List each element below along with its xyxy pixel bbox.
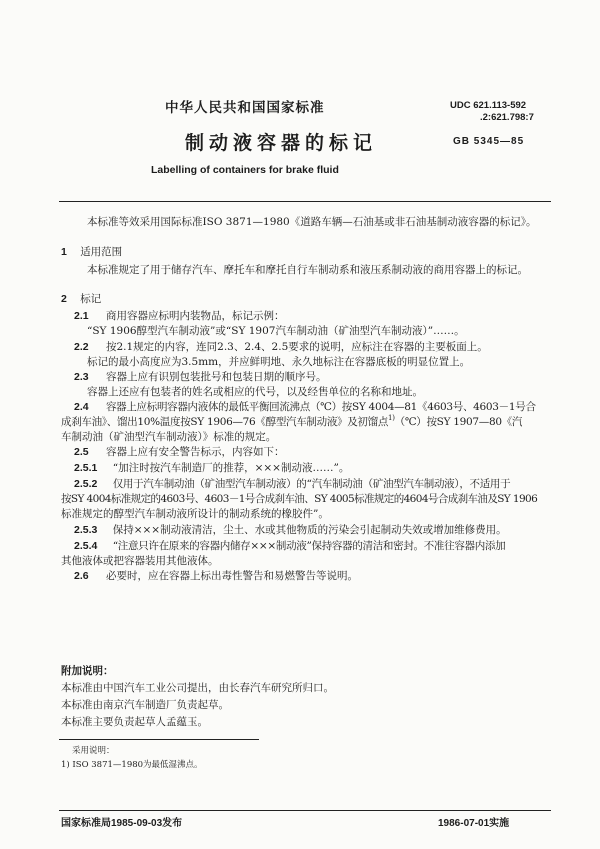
clause-2-1: [74, 309, 284, 323]
clause-2-3-text-2: 容器上还应有包装者的姓名或相应的代号，以及经售单位的名称和地址。: [87, 386, 423, 398]
clause-2-2-number: 2.2: [74, 341, 89, 353]
document-title: 制动液容器的标记: [185, 132, 378, 154]
clause-2-5-1: [74, 461, 349, 475]
document-title-english: Labelling of containers for brake fluid: [151, 164, 339, 176]
clause-2-4-line-2a: 成刹车油》、馏出10%温度按SY 1906—76《醇型汽车制动液》及初馏点: [61, 416, 389, 428]
clause-2-6: [74, 569, 358, 583]
clause-2-5-1-number: 2.5.1: [74, 462, 98, 474]
clause-2-5-1-text: “加注时按汽车制造厂的推荐，×××制动液……”。: [112, 462, 350, 474]
section-2-title: 标记: [80, 293, 102, 305]
clause-2-5-2: [74, 477, 510, 491]
clause-2-1-number: 2.1: [74, 310, 89, 322]
header-divider: [59, 201, 551, 202]
clause-2-3: [74, 370, 326, 384]
clause-2-3-number: 2.3: [74, 371, 89, 383]
clause-2-1-example: “SY 1906醇型汽车制动液”或“SY 1907汽车制动油（矿油型汽车制动液）”……。: [87, 325, 465, 337]
clause-2-2-text: 按2.1规定的内容，连同2.3、2.4、2.5要求的说明，应标注在容器的主要板面上。: [105, 341, 488, 353]
clause-2-4-line-3: 车制动油（矿油型汽车制动液）》标准的规定。: [61, 431, 277, 443]
clause-2-5-3: [74, 523, 507, 537]
clause-2-5-number: 2.5: [74, 446, 89, 458]
udc-line-1: UDC 621.113-592: [450, 100, 527, 111]
clause-2-2: [74, 340, 488, 354]
intro-paragraph: 本标准等效采用国际标准ISO 3871—1980《道路车辆—石油基或非石油基制动液容器的标记》。: [87, 216, 537, 228]
effective-date: 1986-07-01实施: [438, 818, 510, 829]
gb-number: GB 5345—85: [453, 136, 525, 147]
udc-line-2: .2:621.798:7: [480, 112, 534, 123]
section-2-heading: [61, 292, 101, 306]
section-1-heading: [61, 245, 122, 259]
section-1-number: 1: [61, 246, 67, 258]
clause-2-5-2-line-1: 仅用于汽车制动油（矿油型汽车制动液）的“汽车制动油（矿油型汽车制动液），不适用于: [112, 478, 511, 490]
clause-2-4-line-2b: （℃）按SY 1907—80《汽: [394, 416, 523, 428]
udc-code: [450, 100, 534, 124]
clause-2-5-4: [74, 539, 505, 553]
section-1-text: 本标准规定了用于储存汽车、摩托车和摩托自行车制动系和液压系制动液的商用容器上的标记。: [87, 264, 528, 276]
clause-2-4-line-1: 容器上应标明容器内液体的最低平衡回流沸点（℃）按SY 4004—81《4603号、4603－1号合: [105, 401, 536, 413]
notes-line-1: 本标准由中国汽车工业公司提出，由长春汽车研究所归口。: [61, 682, 334, 694]
notes-line-2: 本标准由南京汽车制造厂负责起草。: [61, 699, 229, 711]
notes-title: 附加说明：: [61, 665, 114, 677]
clause-2-5-4-line-2: 其他液体或把容器装用其他液体。: [61, 555, 219, 567]
footnote-title: 采用说明：: [72, 746, 115, 756]
clause-2-6-number: 2.6: [74, 570, 89, 582]
notes-line-3: 本标准主要负责起草人孟蕴玉。: [61, 716, 208, 728]
clause-2-5-3-text: 保持×××制动液清洁，尘土、水或其他物质的污染会引起制动失效或增加维修费用。: [112, 524, 507, 536]
clause-2-4-number: 2.4: [74, 401, 89, 413]
clause-2-3-text: 容器上应有识别包装批号和包装日期的顺序号。: [105, 371, 327, 383]
clause-2-1-text: 商用容器应标明内装物品，标记示例：: [105, 310, 285, 322]
clause-2-6-text: 必要时，应在容器上标出毒性警告和易燃警告等说明。: [105, 570, 358, 582]
clause-2-5-2-line-3: 标准规定的醇型汽车制动液所设计的制动系统的橡胶件”。: [61, 508, 329, 520]
footnote-divider: [59, 739, 259, 740]
clause-2-4-line-2: [61, 415, 522, 430]
section-2-number: 2: [61, 293, 67, 305]
section-1-title: 适用范围: [80, 246, 123, 258]
clause-2-5-3-number: 2.5.3: [74, 524, 98, 536]
national-standard-heading: 中华人民共和国国家标准: [165, 100, 325, 116]
clause-2-4: [74, 400, 536, 414]
issue-date: 国家标准局1985-09-03发布: [61, 818, 183, 829]
footer-divider: [59, 810, 551, 811]
clause-2-5: [74, 445, 284, 459]
clause-2-5-4-number: 2.5.4: [74, 540, 98, 552]
clause-2-5-4-line-1: “注意只许在原来的容器内储存×××制动液”保持容器的清洁和密封。不准往容器内添加: [112, 540, 506, 552]
footnote-reference: 1): [388, 414, 395, 422]
clause-2-2-text-2: 标记的最小高度应为3.5mm，并应鲜明地、永久地标注在容器底板的明显位置上。: [87, 356, 471, 368]
clause-2-5-text: 容器上应有安全警告标示，内容如下：: [105, 446, 285, 458]
footnote-text: 1) ISO 3871—1980为最低湿沸点。: [61, 760, 203, 770]
clause-2-5-2-number: 2.5.2: [74, 478, 98, 490]
clause-2-5-2-line-2: 按SY 4004标准规定的4603号、4603－1号合成刹车油、SY 4005标准规定的4604号合成刹车油及SY 1906: [61, 493, 538, 505]
